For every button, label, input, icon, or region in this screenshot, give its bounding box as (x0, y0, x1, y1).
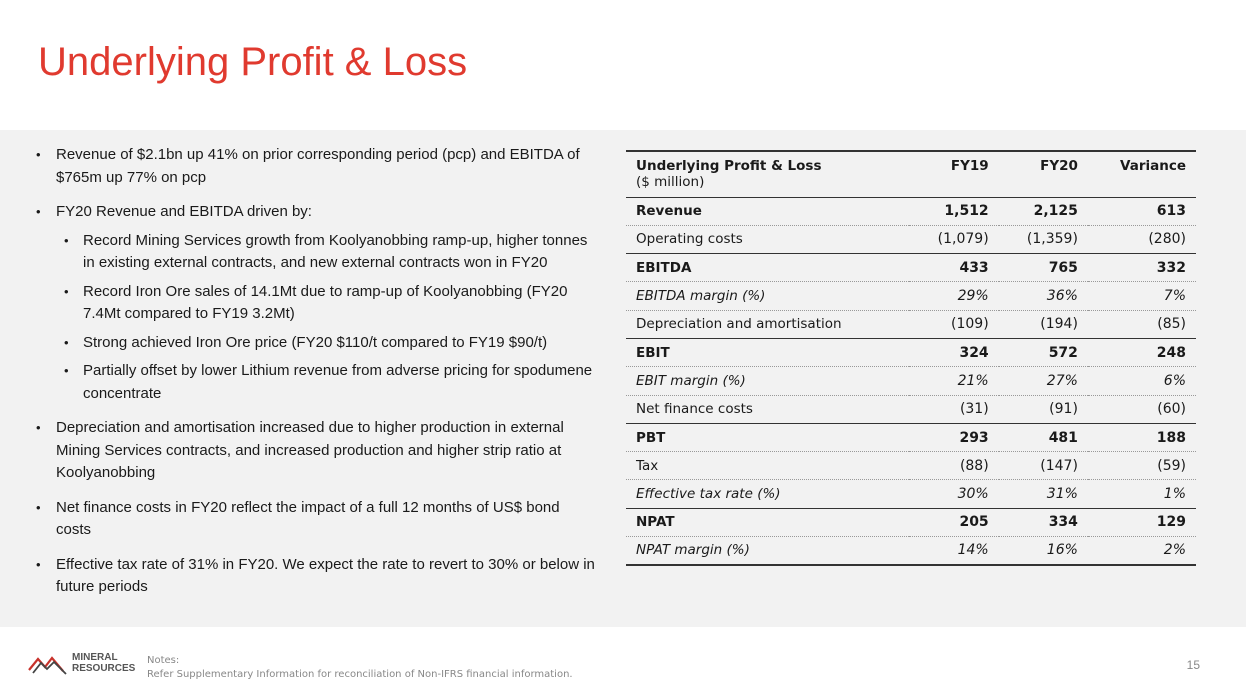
cell-fy19: (88) (959, 457, 989, 474)
cell-fy20: 765 (1048, 259, 1078, 276)
footer-notes (147, 654, 573, 682)
table-header-fy20: FY20 (1040, 158, 1078, 174)
logo-line-2: RESOURCES (72, 663, 136, 674)
footer (0, 627, 1246, 695)
cell-fy20: 481 (1048, 429, 1078, 446)
table-row (626, 197, 1196, 225)
pl-table-container (626, 150, 1196, 566)
cell-fy19: (109) (951, 316, 989, 333)
content-panel (0, 130, 1246, 627)
cell-fy19: 21% (957, 372, 989, 389)
bullet-tax-rate: • Effective tax rate of 31% in FY20. We expect the rate to revert to 30% or below in future periods (36, 554, 596, 599)
cell-fy20: (147) (1040, 457, 1078, 474)
row-label: Revenue (636, 203, 702, 220)
cell-variance: (59) (1157, 457, 1186, 474)
cell-fy19: 29% (957, 288, 989, 305)
cell-variance: 129 (1156, 514, 1186, 531)
title-bar (0, 0, 1246, 130)
cell-fy19: 293 (959, 429, 989, 446)
cell-variance: 613 (1156, 203, 1186, 220)
cell-variance: (60) (1157, 401, 1186, 418)
table-header-row (626, 151, 1196, 197)
bullet-list (36, 144, 596, 611)
cell-fy20: 2,125 (1033, 203, 1078, 220)
sub-bullet-list (36, 230, 596, 406)
bullet-finance-costs: • Net finance costs in FY20 reflect the impact of a full 12 months of US$ bond costs (36, 497, 596, 542)
cell-variance: 332 (1156, 259, 1186, 276)
table-row (626, 452, 1196, 480)
page-title: Underlying Profit & Loss (38, 40, 468, 84)
table-row (626, 423, 1196, 451)
table-row (626, 367, 1196, 395)
row-label: EBITDA margin (%) (636, 288, 766, 305)
cell-fy19: 433 (959, 259, 989, 276)
row-label: Effective tax rate (%) (636, 486, 781, 503)
row-label: EBITDA (636, 259, 692, 276)
pl-table (626, 150, 1196, 566)
cell-fy20: (1,359) (1026, 231, 1078, 248)
company-logo (28, 652, 138, 676)
notes-label: Notes: (147, 655, 180, 666)
table-row (626, 537, 1196, 565)
cell-fy19: 14% (957, 542, 989, 559)
table-row (626, 395, 1196, 423)
cell-variance: 188 (1156, 429, 1186, 446)
cell-fy19: 30% (957, 486, 989, 503)
row-label: EBIT (636, 344, 670, 361)
notes-text: Refer Supplementary Information for reconciliation of Non-IFRS financial information. (147, 669, 573, 680)
table-header-fy19: FY19 (950, 158, 989, 174)
bullet-depreciation: • Depreciation and amortisation increased due to higher production in external Mining Services contracts, and increased production and higher strip ratio at Koolyanobbing (36, 417, 596, 485)
cell-variance: (85) (1157, 316, 1186, 333)
sub-bullet-mining-services: • Record Mining Services growth from Koolyanobbing ramp-up, higher tonnes in existing external contracts, and new external contracts won in FY20 (56, 230, 596, 275)
cell-fy20: (91) (1049, 401, 1078, 418)
table-row (626, 480, 1196, 508)
cell-fy20: 572 (1048, 344, 1078, 361)
cell-variance: 2% (1163, 542, 1186, 559)
cell-fy20: 16% (1046, 542, 1078, 559)
table-header-variance: Variance (1120, 158, 1186, 174)
row-label: Operating costs (636, 231, 743, 248)
row-label: Net finance costs (636, 401, 753, 418)
bullet-drivers-text: FY20 Revenue and EBITDA driven by: (56, 203, 312, 220)
row-label: NPAT margin (%) (636, 542, 750, 559)
page-number: 15 (1186, 658, 1200, 672)
cell-fy20: 31% (1046, 486, 1078, 503)
cell-fy19: 205 (959, 514, 989, 531)
table-header-units: ($ million) (636, 174, 705, 190)
table-header-title: Underlying Profit & Loss (636, 158, 822, 174)
sub-bullet-iron-ore-price: • Strong achieved Iron Ore price (FY20 $110/t compared to FY19 $90/t) (56, 332, 596, 355)
table-row (626, 508, 1196, 536)
table-row (626, 254, 1196, 282)
row-label: EBIT margin (%) (636, 372, 746, 389)
row-label: Depreciation and amortisation (636, 316, 842, 333)
sub-bullet-lithium: • Partially offset by lower Lithium revenue from adverse pricing for spodumene concentrate (56, 360, 596, 405)
row-label: PBT (636, 429, 666, 446)
mountain-logo-icon (28, 654, 70, 676)
cell-fy19: (1,079) (937, 231, 989, 248)
cell-variance: 6% (1163, 372, 1186, 389)
cell-variance: 1% (1163, 486, 1186, 503)
logo-line-1: MINERAL (72, 652, 118, 663)
row-label: Tax (636, 457, 659, 474)
cell-fy19: 1,512 (944, 203, 989, 220)
table-row (626, 310, 1196, 338)
table-row (626, 338, 1196, 366)
table-header-label (626, 151, 909, 197)
cell-fy19: 324 (959, 344, 989, 361)
cell-variance: 7% (1163, 288, 1186, 305)
cell-fy20: 36% (1046, 288, 1078, 305)
cell-fy20: (194) (1040, 316, 1078, 333)
cell-fy20: 334 (1048, 514, 1078, 531)
bullet-drivers (36, 201, 596, 405)
cell-fy19: (31) (959, 401, 989, 418)
logo-text (72, 652, 135, 674)
cell-fy20: 27% (1046, 372, 1078, 389)
cell-variance: (280) (1148, 231, 1186, 248)
cell-variance: 248 (1156, 344, 1186, 361)
table-row (626, 225, 1196, 253)
table-row (626, 282, 1196, 310)
sub-bullet-iron-ore-sales: • Record Iron Ore sales of 14.1Mt due to ramp-up of Koolyanobbing (FY20 7.4Mt compared to FY19 3.2Mt) (56, 281, 596, 326)
bullet-revenue: • Revenue of $2.1bn up 41% on prior corresponding period (pcp) and EBITDA of $765m up 77% on pcp (36, 144, 596, 189)
row-label: NPAT (636, 514, 675, 531)
